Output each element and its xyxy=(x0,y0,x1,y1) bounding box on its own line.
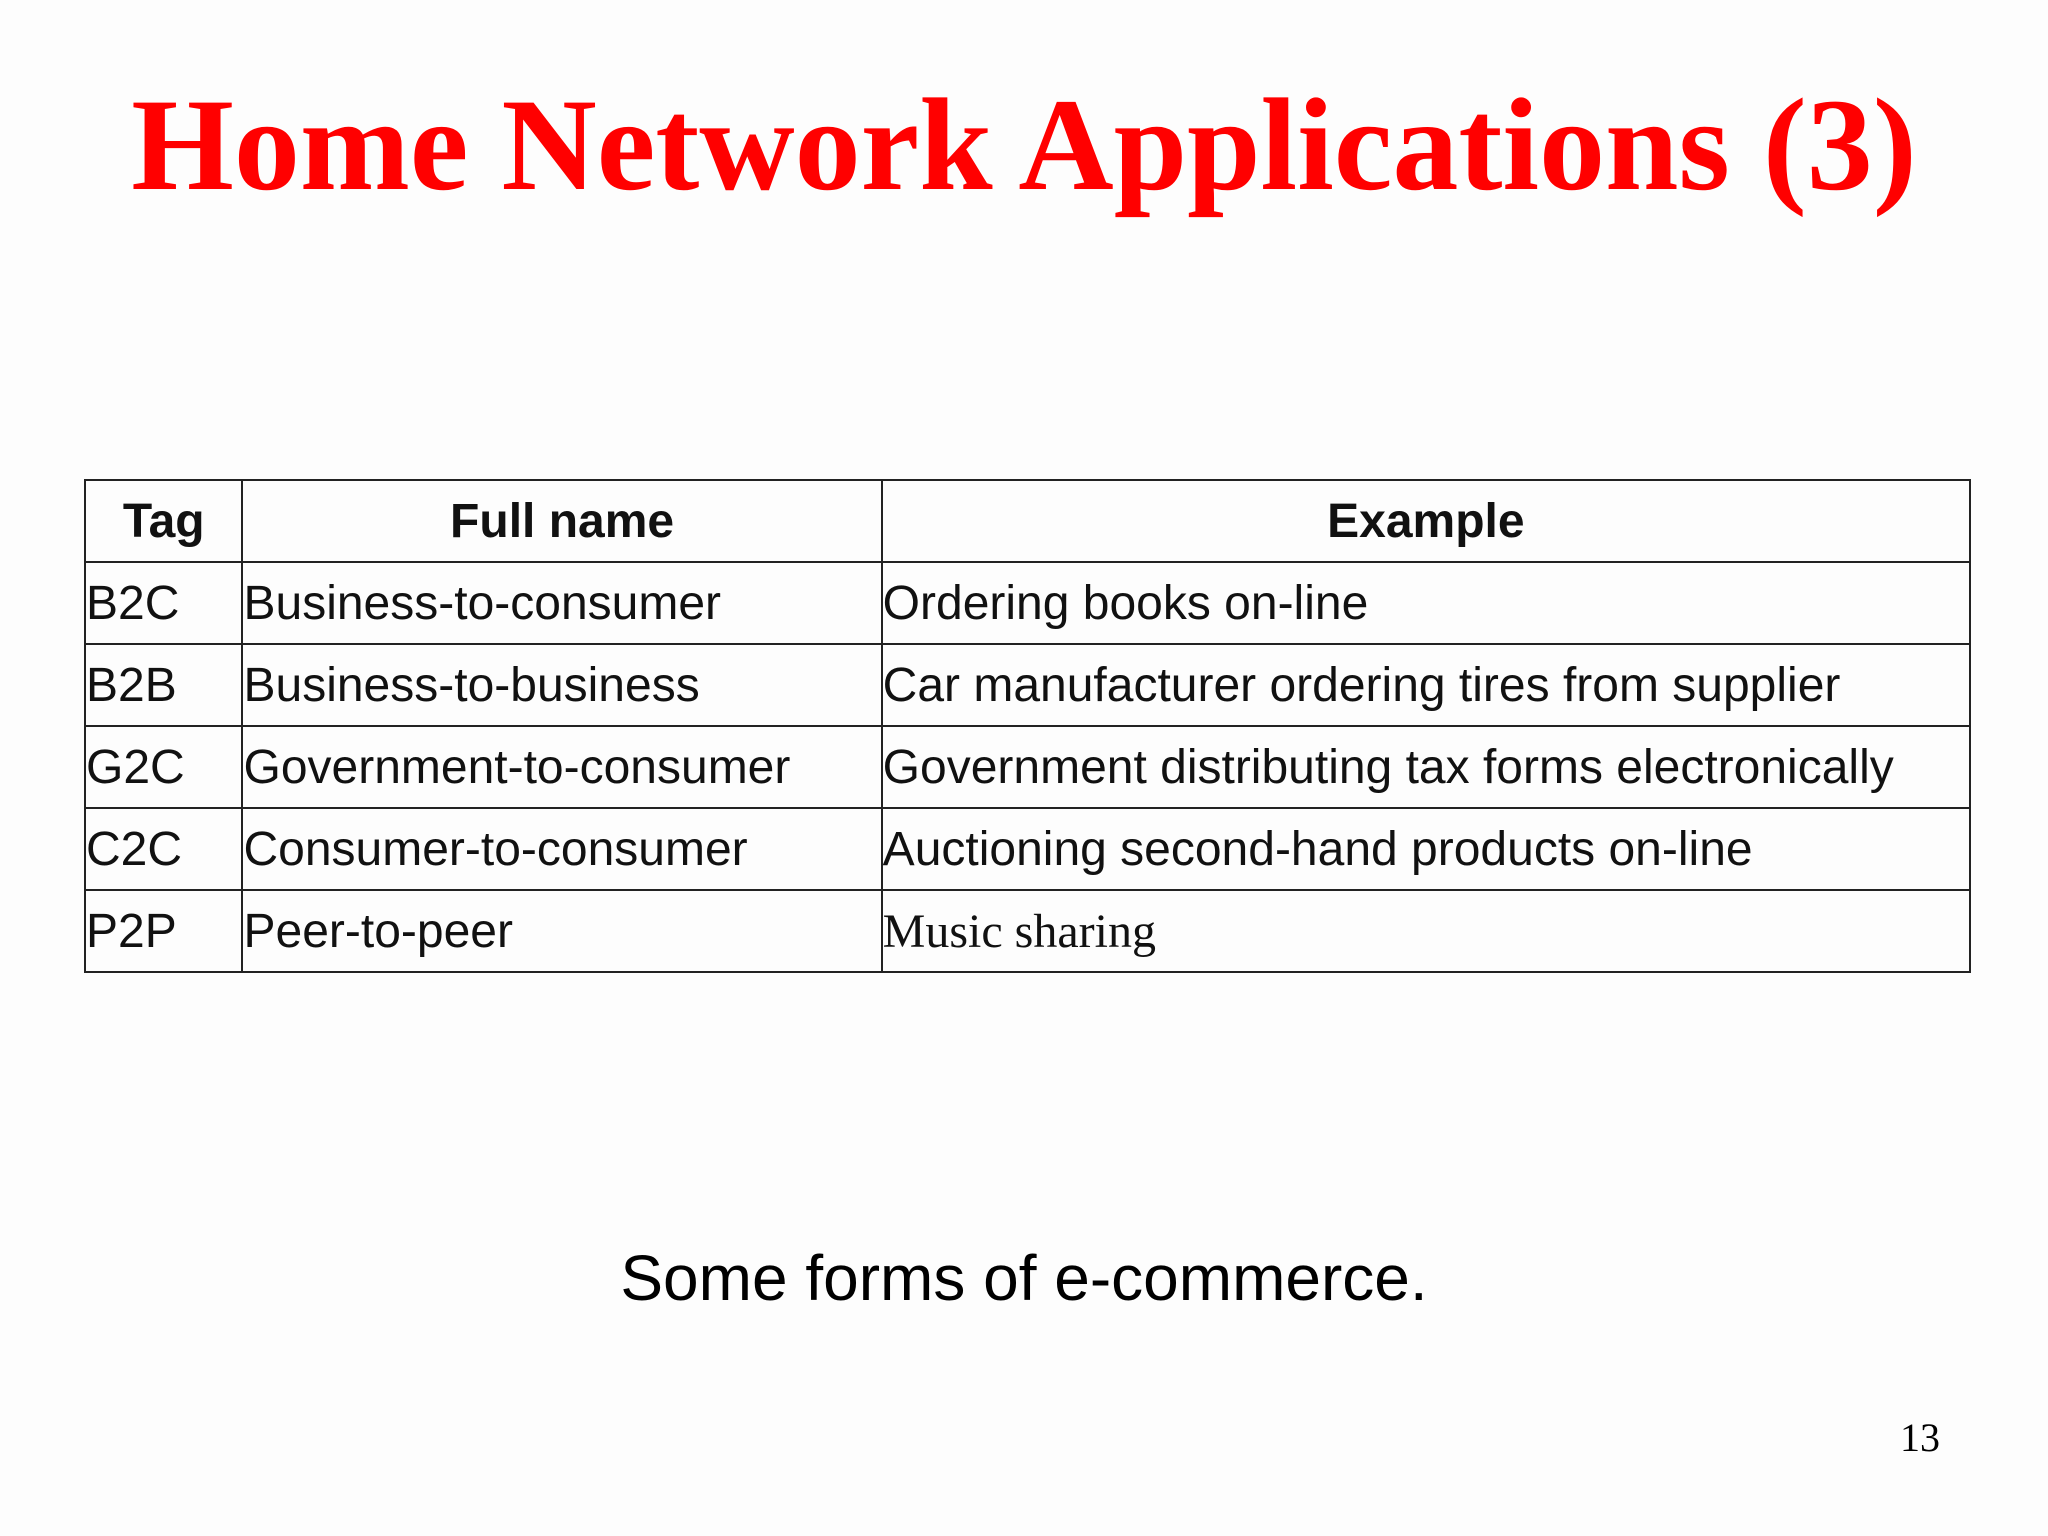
full-name-cell: Business-to-consumer xyxy=(242,562,881,644)
table-header-row xyxy=(85,480,1970,562)
example-cell: Auctioning second-hand products on-line xyxy=(882,808,1970,890)
ecommerce-table xyxy=(84,479,1971,973)
table-row xyxy=(85,562,1970,644)
page-number: 13 xyxy=(1900,1415,1940,1460)
table-row xyxy=(85,808,1970,890)
full-name-cell: Peer-to-peer xyxy=(242,890,881,972)
full-name-cell: Consumer-to-consumer xyxy=(242,808,881,890)
table-row xyxy=(85,890,1970,972)
table-row xyxy=(85,726,1970,808)
column-header-tag: Tag xyxy=(85,480,242,562)
table-caption: Some forms of e-commerce. xyxy=(620,1242,1428,1314)
example-cell: Government distributing tax forms electronically xyxy=(882,726,1970,808)
example-cell: Car manufacturer ordering tires from supplier xyxy=(882,644,1970,726)
column-header-example: Example xyxy=(882,480,1970,562)
tag-cell: B2C xyxy=(85,562,242,644)
full-name-cell: Business-to-business xyxy=(242,644,881,726)
table-row xyxy=(85,644,1970,726)
tag-cell: P2P xyxy=(85,890,242,972)
column-header-full-name: Full name xyxy=(242,480,881,562)
example-cell: Ordering books on-line xyxy=(882,562,1970,644)
tag-cell: G2C xyxy=(85,726,242,808)
tag-cell: C2C xyxy=(85,808,242,890)
full-name-cell: Government-to-consumer xyxy=(242,726,881,808)
slide-title: Home Network Applications (3) xyxy=(131,71,1917,218)
tag-cell: B2B xyxy=(85,644,242,726)
example-cell: Music sharing xyxy=(882,890,1970,972)
